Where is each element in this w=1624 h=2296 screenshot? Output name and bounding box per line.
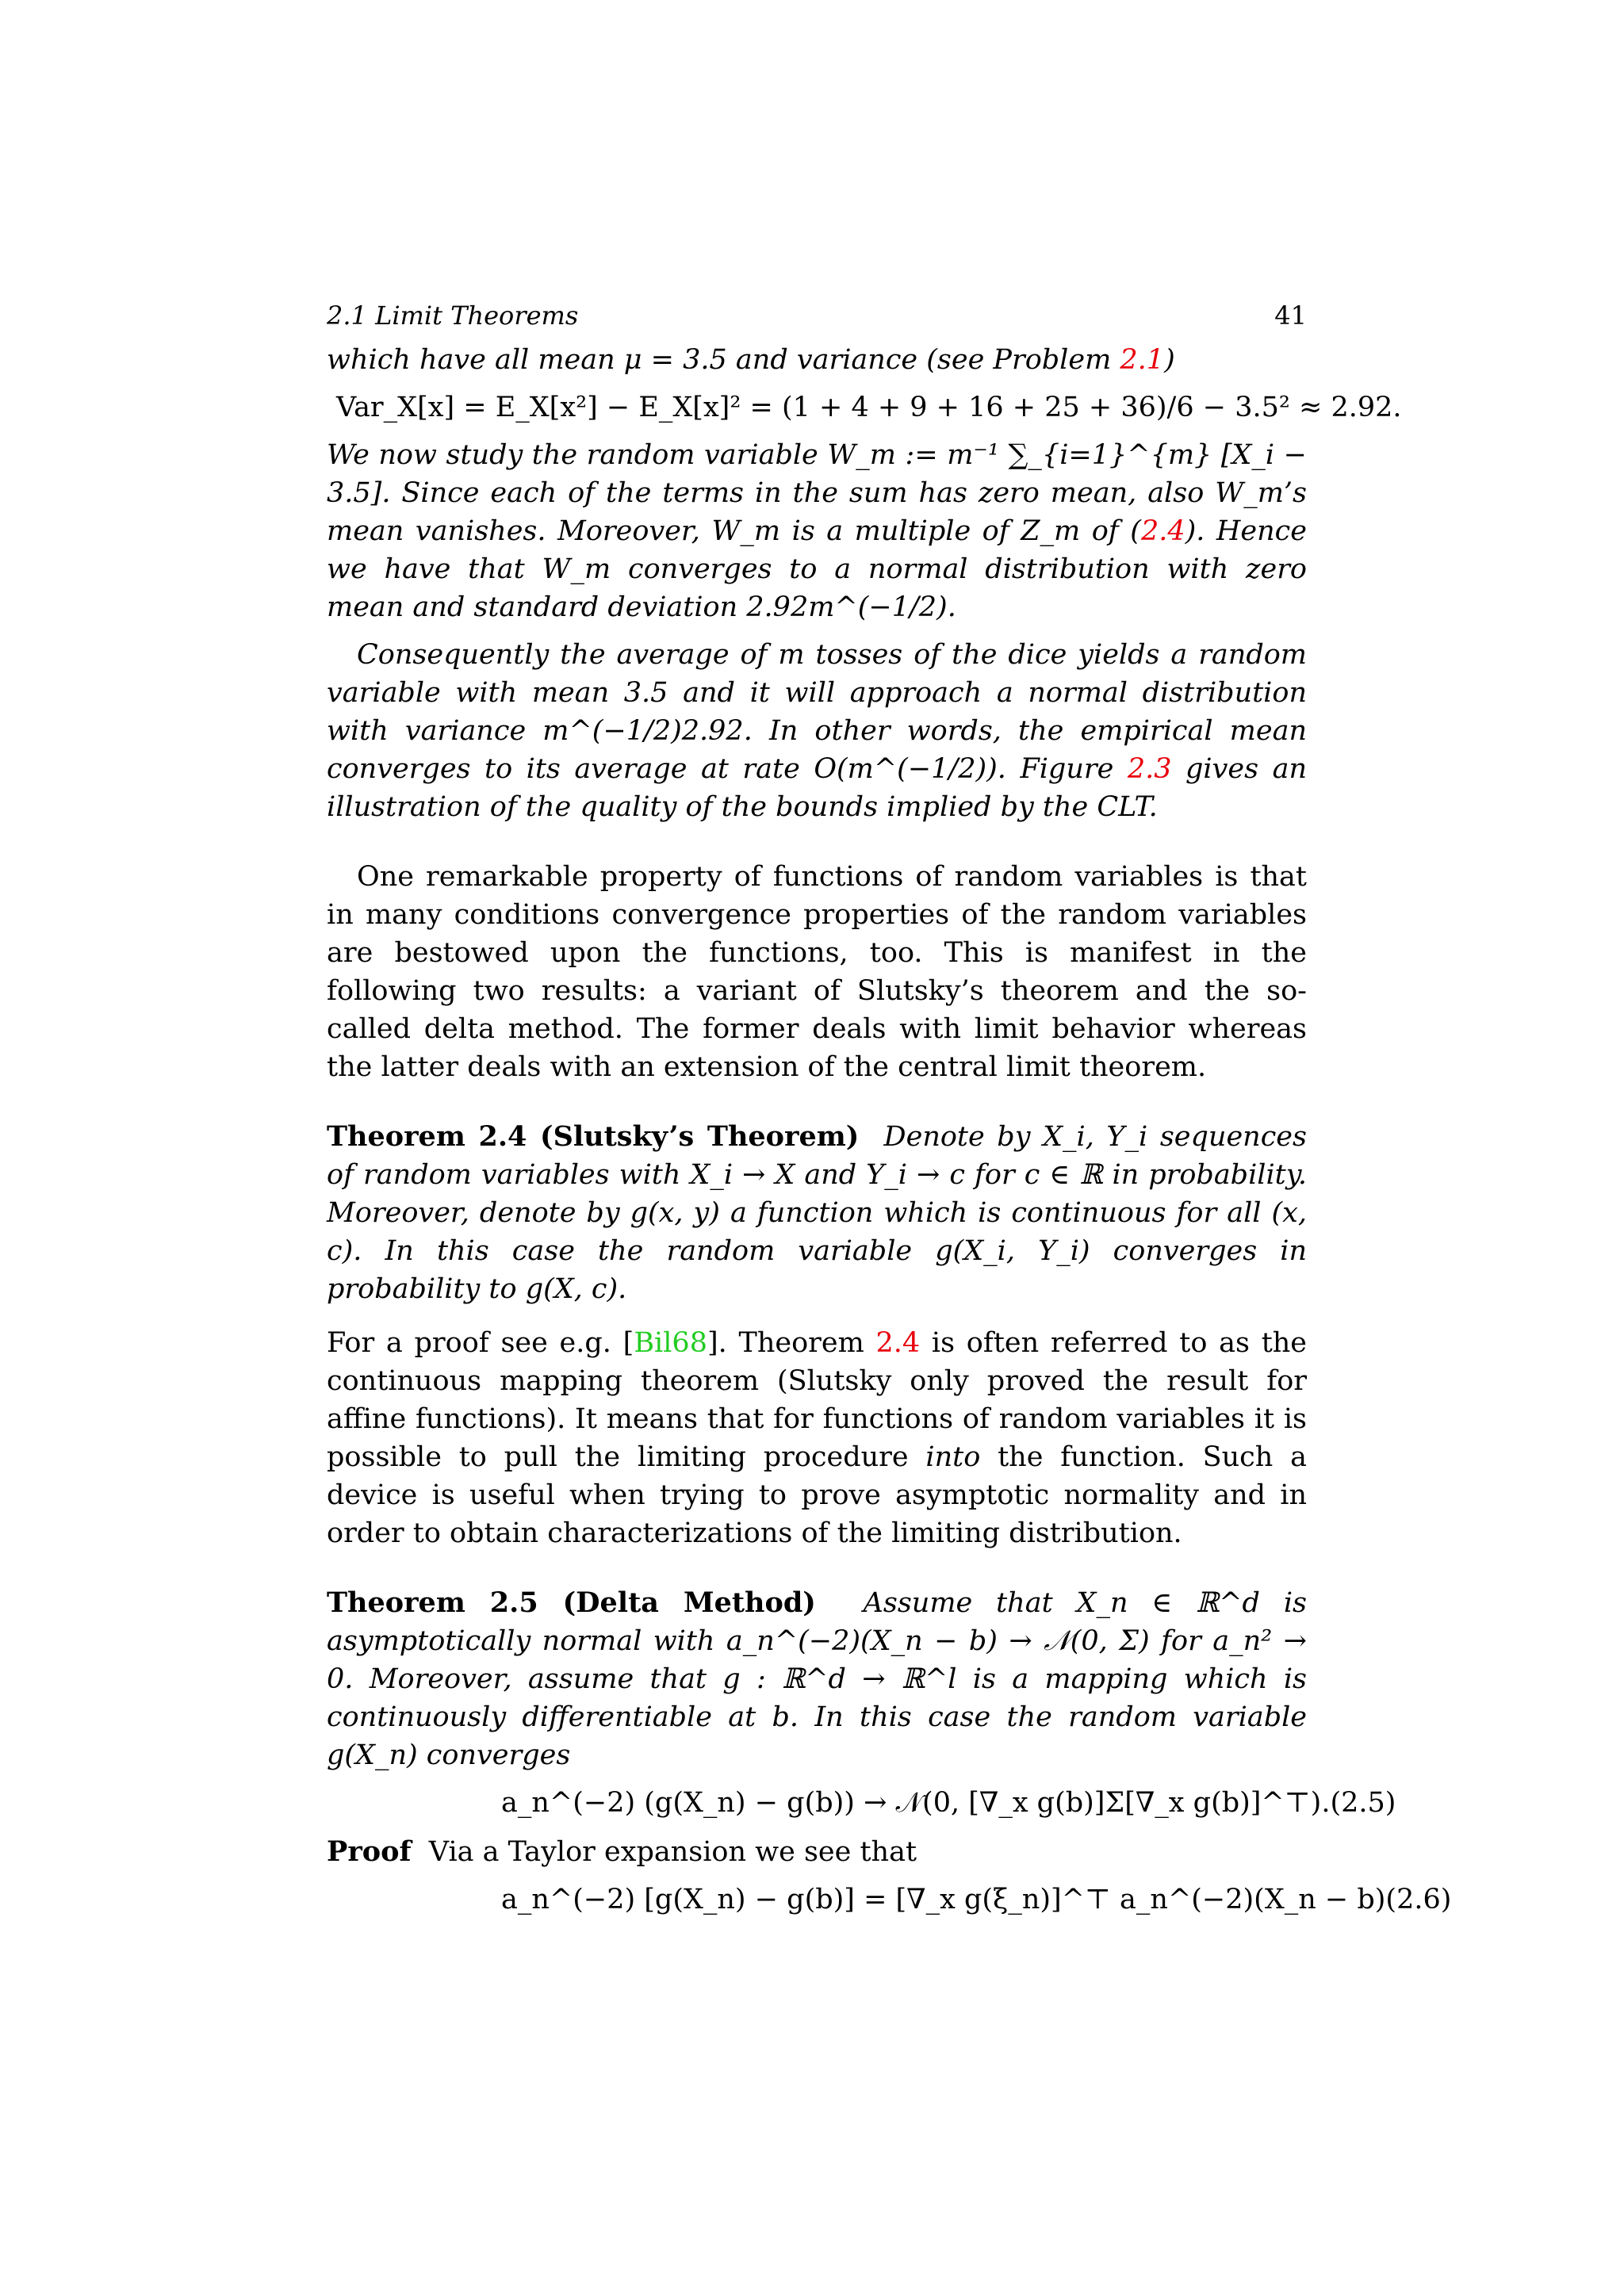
paragraph-proof-see-part1: For a proof see e.g. [ <box>327 1327 634 1359</box>
paragraph-wm-part2: ). Hence we have that W_m converges to a normal distribution with zero mean and standard deviation 2.92m^(−1/2). <box>327 515 1307 623</box>
emphasis-into: into <box>925 1441 981 1473</box>
proof-paragraph <box>327 1833 1307 1871</box>
proof-text: Via a Taylor expansion we see that <box>428 1836 917 1868</box>
intro-line <box>327 341 1307 379</box>
proof-head: Proof <box>327 1835 412 1868</box>
equation-ref-link[interactable]: 2.4 <box>1140 515 1185 547</box>
intro-text: which have all mean μ = 3.5 and variance (see Problem <box>327 344 1120 376</box>
paragraph-wm-part1: We now study the random variable W_m := m⁻¹ ∑_{i=1}^{m} [X_i − 3.5]. Since each of the terms in the sum has zero mean, also W_m’s mean vanishes. Moreover, W_m is a multiple of Z_m of ( <box>327 439 1307 547</box>
equation-2-6 <box>327 1881 1452 1919</box>
paragraph-wm <box>327 436 1307 626</box>
theorem-2-4 <box>327 1118 1307 1308</box>
theorem-ref-link[interactable]: 2.4 <box>875 1327 921 1359</box>
running-head <box>327 300 1307 341</box>
paragraph-remarkable: One remarkable property of functions of random variables is that in many conditions convergence properties of the random variables are bestowed upon the functions, too. This is manifest in the following two results: a variant of Slutsky’s theorem and the so-called delta method. The former deals with limit behavior whereas the latter deals with an extension of the central limit theorem. <box>327 861 1307 1083</box>
intro-text-end: ) <box>1164 344 1175 376</box>
paragraph-consequently-part2: gives an illustration of the quality of the bounds implied by the CLT. <box>327 753 1307 823</box>
paragraph-proof-see <box>327 1324 1307 1552</box>
paragraph-proof-see-part2: ]. Theorem <box>707 1327 876 1359</box>
equation-2-5-number: (2.5) <box>1330 1787 1396 1819</box>
page-number: 41 <box>1274 300 1307 331</box>
citation-link[interactable]: Bil68 <box>634 1327 707 1359</box>
paragraph-consequently <box>327 636 1307 826</box>
theorem-2-4-body: Denote by X_i, Y_i sequences of random variables with X_i → X and Y_i → c for c ∈ ℝ in probability. Moreover, denote by g(x, y) a function which is continuous for all (x, c). In this case the random variable g(X_i, Y_i) converges in probability to g(X, c). <box>327 1121 1307 1305</box>
section-title: 2.1 Limit Theorems <box>327 300 579 331</box>
theorem-2-5-body: Assume that X_n ∈ ℝ^d is asymptotically normal with a_n^(−2)(X_n − b) → 𝒩(0, Σ) for a_n² → 0. Moreover, assume that g : ℝ^d → ℝ^l is a mapping which is continuously differentiable at b. In this case the random variable g(X_n) converges <box>327 1587 1307 1771</box>
figure-ref-link[interactable]: 2.3 <box>1127 753 1172 785</box>
paragraph-proof-see-part4: the function. Such a device is useful when trying to prove asymptotic normality and in order to obtain characterizations of the limiting distribution. <box>327 1441 1307 1549</box>
theorem-2-5 <box>327 1584 1307 1774</box>
equation-2-5-body: a_n^(−2) (g(X_n) − g(b)) → 𝒩(0, [∇_x g(b)]Σ[∇_x g(b)]^⊤). <box>501 1787 1331 1819</box>
variance-equation: Var_X[x] = E_X[x²] − E_X[x]² = (1 + 4 + 9 + 16 + 25 + 36)/6 − 3.5² ≈ 2.92. <box>336 392 1402 423</box>
theorem-2-4-head: Theorem 2.4 (Slutsky’s Theorem) <box>327 1120 860 1153</box>
problem-ref-link[interactable]: 2.1 <box>1120 344 1165 376</box>
page-content <box>327 300 1452 1930</box>
equation-2-5 <box>327 1784 1396 1822</box>
equation-2-6-number: (2.6) <box>1385 1884 1452 1915</box>
theorem-2-5-head: Theorem 2.5 (Delta Method) <box>327 1586 816 1619</box>
paragraph-consequently-part1: Consequently the average of m tosses of the dice yields a random variable with mean 3.5 and it will approach a normal distribution with variance m^(−1/2)2.92. In other words, the empirical mean converges to its average at rate O(m^(−1/2)). Figure <box>327 639 1307 785</box>
equation-2-6-body: a_n^(−2) [g(X_n) − g(b)] = [∇_x g(ξ_n)]^⊤ a_n^(−2)(X_n − b) <box>501 1884 1386 1915</box>
paragraph-proof-see-part3: is often referred to as the continuous mapping theorem (Slutsky only proved the result for affine functions). It means that for functions of random variables it is possible to pull the limiting procedure <box>327 1327 1308 1473</box>
